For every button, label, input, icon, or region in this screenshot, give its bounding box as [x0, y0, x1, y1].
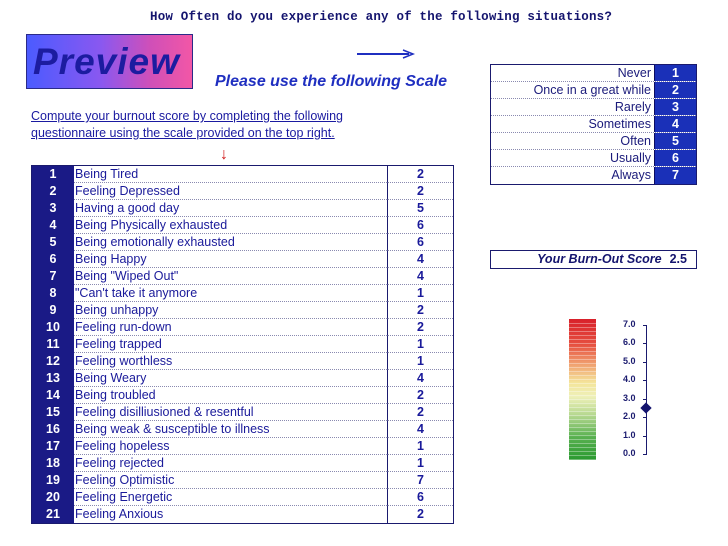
gauge-tick-mark	[643, 380, 647, 381]
question-text: Being Tired	[74, 166, 387, 183]
gauge-stripe	[569, 395, 596, 396]
table-row	[32, 353, 453, 370]
gauge-stripe	[569, 455, 596, 456]
table-row	[32, 506, 453, 523]
table-row	[32, 268, 453, 285]
table-row	[32, 319, 453, 336]
question-number: 10	[32, 319, 74, 336]
questionnaire-table	[31, 165, 454, 524]
scale-value: 2	[654, 82, 696, 98]
answer-cell[interactable]: 6	[387, 234, 453, 251]
question-text: Feeling Depressed	[74, 183, 387, 200]
answer-cell[interactable]: 4	[387, 370, 453, 387]
scale-label: Always	[611, 168, 651, 182]
question-text: Having a good day	[74, 200, 387, 217]
gauge-tick-label: 1.0	[623, 429, 636, 440]
answer-cell[interactable]: 2	[387, 319, 453, 336]
burnout-gauge-bar	[569, 319, 596, 460]
scale-value: 3	[654, 99, 696, 115]
answer-cell[interactable]: 2	[387, 506, 453, 523]
question-number: 13	[32, 370, 74, 387]
answer-cell[interactable]: 1	[387, 336, 453, 353]
question-number: 9	[32, 302, 74, 319]
scale-row	[491, 116, 696, 133]
gauge-stripe	[569, 379, 596, 380]
table-row	[32, 302, 453, 319]
question-text: Feeling hopeless	[74, 438, 387, 455]
table-row	[32, 472, 453, 489]
table-row	[32, 234, 453, 251]
gauge-stripe	[569, 415, 596, 416]
gauge-tick-mark	[643, 399, 647, 400]
question-text: Being weak & susceptible to illness	[74, 421, 387, 438]
gauge-stripe	[569, 443, 596, 444]
gauge-tick-label: 0.0	[623, 448, 636, 458]
question-number: 16	[32, 421, 74, 438]
question-text: Feeling rejected	[74, 455, 387, 472]
scale-label: Sometimes	[588, 117, 651, 131]
question-text: Being Weary	[74, 370, 387, 387]
question-number: 7	[32, 268, 74, 285]
gauge-stripe	[569, 347, 596, 348]
burnout-score-value: 2.5	[669, 252, 687, 266]
answer-cell[interactable]: 6	[387, 489, 453, 506]
gauge-stripe	[569, 447, 596, 448]
question-text: Feeling worthless	[74, 353, 387, 370]
gauge-tick-mark	[643, 454, 647, 455]
question-number: 6	[32, 251, 74, 268]
gauge-stripe	[569, 375, 596, 376]
question-number: 2	[32, 183, 74, 200]
table-row	[32, 455, 453, 472]
answer-cell[interactable]: 2	[387, 404, 453, 421]
down-arrow-icon: ↓	[220, 146, 228, 163]
scale-label: Once in a great while	[533, 83, 651, 97]
question-number: 20	[32, 489, 74, 506]
question-text: Being troubled	[74, 387, 387, 404]
gauge-tick-label: 7.0	[623, 319, 636, 329]
scale-label: Usually	[610, 151, 651, 165]
answer-cell[interactable]: 4	[387, 251, 453, 268]
gauge-stripe	[569, 359, 596, 360]
gauge-stripe	[569, 339, 596, 340]
gauge-tick-mark	[643, 417, 647, 418]
scale-row	[491, 167, 696, 184]
gauge-stripe	[569, 431, 596, 432]
answer-cell[interactable]: 2	[387, 387, 453, 404]
scale-row	[491, 65, 696, 82]
answer-cell[interactable]: 4	[387, 421, 453, 438]
scale-label: Rarely	[614, 100, 651, 114]
gauge-tick-mark	[643, 362, 647, 363]
gauge-stripe	[569, 439, 596, 440]
gauge-tick-label: 3.0	[623, 392, 636, 403]
table-row	[32, 404, 453, 421]
gauge-stripe	[569, 419, 596, 420]
gauge-stripe	[569, 331, 596, 332]
question-number: 14	[32, 387, 74, 404]
gauge-stripe	[569, 383, 596, 384]
gauge-stripe	[569, 451, 596, 452]
gauge-stripe	[569, 435, 596, 436]
table-row	[32, 489, 453, 506]
gauge-stripe	[569, 327, 596, 328]
question-number: 12	[32, 353, 74, 370]
answer-cell[interactable]: 4	[387, 268, 453, 285]
preview-label: Preview	[33, 41, 180, 82]
gauge-stripe	[569, 351, 596, 352]
answer-cell[interactable]: 5	[387, 200, 453, 217]
gauge-tick-label: 6.0	[623, 337, 636, 348]
question-text: Feeling run-down	[74, 319, 387, 336]
scale-table	[490, 64, 697, 185]
gauge-marker-icon	[640, 402, 651, 413]
gauge-stripe	[569, 387, 596, 388]
question-number: 18	[32, 455, 74, 472]
gauge-stripe	[569, 427, 596, 428]
table-row	[32, 285, 453, 302]
gauge-stripe	[569, 391, 596, 392]
instructions-link[interactable]: Compute your burnout score by completing the following questionnaire using the scale provided on the top right.	[31, 109, 343, 140]
gauge-stripe	[569, 343, 596, 344]
gauge-tick-mark	[643, 325, 647, 326]
question-text: Feeling disilliusioned & resentful	[74, 404, 387, 421]
gauge-tick-label: 5.0	[623, 355, 636, 366]
table-row	[32, 370, 453, 387]
gauge-tick-mark	[643, 343, 647, 344]
question-number: 4	[32, 217, 74, 234]
table-row	[32, 217, 453, 234]
table-row	[32, 438, 453, 455]
right-arrow-icon	[357, 48, 417, 60]
scale-value: 7	[654, 167, 696, 184]
gauge-stripe	[569, 323, 596, 324]
table-row	[32, 387, 453, 404]
question-number: 15	[32, 404, 74, 421]
scale-label: Often	[620, 134, 651, 148]
question-number: 3	[32, 200, 74, 217]
question-text: Being emotionally exhausted	[74, 234, 387, 251]
page-title: How Often do you experience any of the following situations?	[150, 10, 613, 24]
gauge-stripe	[569, 367, 596, 368]
answer-cell[interactable]: 1	[387, 285, 453, 302]
question-text: Being Happy	[74, 251, 387, 268]
gauge-stripe	[569, 355, 596, 356]
answer-cell[interactable]: 1	[387, 438, 453, 455]
answer-cell[interactable]: 2	[387, 166, 453, 183]
gauge-stripe	[569, 407, 596, 408]
answer-cell[interactable]: 6	[387, 217, 453, 234]
question-text: "Can't take it anymore	[74, 285, 387, 302]
table-row	[32, 251, 453, 268]
table-row	[32, 166, 453, 183]
scale-label: Never	[617, 66, 651, 80]
question-text: Feeling Optimistic	[74, 472, 387, 489]
question-number: 17	[32, 438, 74, 455]
gauge-stripe	[569, 459, 596, 460]
question-text: Being Physically exhausted	[74, 217, 387, 234]
question-text: Feeling trapped	[74, 336, 387, 353]
gauge-tick-label: 2.0	[623, 411, 636, 422]
table-row	[32, 200, 453, 217]
scale-value: 5	[654, 133, 696, 149]
gauge-stripe	[569, 403, 596, 404]
scale-row	[491, 82, 696, 99]
answer-cell[interactable]: 2	[387, 183, 453, 200]
table-row	[32, 421, 453, 438]
burnout-score-label: Your Burn-Out Score	[537, 252, 662, 266]
preview-banner	[26, 34, 193, 89]
question-number: 21	[32, 506, 74, 523]
question-number: 1	[32, 166, 74, 183]
gauge-stripe	[569, 371, 596, 372]
gauge-tick-mark	[643, 436, 647, 437]
question-number: 11	[32, 336, 74, 353]
gauge-stripe	[569, 335, 596, 336]
gauge-tick-label: 4.0	[623, 374, 636, 385]
scale-heading: Please use the following Scale	[215, 73, 448, 90]
question-text: Feeling Anxious	[75, 507, 164, 521]
question-number: 5	[32, 234, 74, 251]
answer-cell[interactable]: 2	[387, 302, 453, 319]
question-text: Being unhappy	[74, 302, 387, 319]
burnout-score-box	[490, 250, 697, 269]
gauge-stripe	[569, 411, 596, 412]
gauge-stripe	[569, 399, 596, 400]
question-text: Being "Wiped Out"	[74, 268, 387, 285]
question-number: 19	[32, 472, 74, 489]
scale-value: 6	[654, 150, 696, 166]
scale-value: 4	[654, 116, 696, 132]
table-row	[32, 183, 453, 200]
answer-cell[interactable]: 7	[387, 472, 453, 489]
scale-row	[491, 133, 696, 150]
question-number: 8	[32, 285, 74, 302]
gauge-stripe	[569, 423, 596, 424]
answer-cell[interactable]: 1	[387, 455, 453, 472]
scale-value: 1	[654, 65, 696, 81]
table-row	[32, 336, 453, 353]
question-text: Feeling Energetic	[74, 489, 387, 506]
scale-row	[491, 99, 696, 116]
gauge-stripe	[569, 363, 596, 364]
scale-row	[491, 150, 696, 167]
answer-cell[interactable]: 1	[387, 353, 453, 370]
